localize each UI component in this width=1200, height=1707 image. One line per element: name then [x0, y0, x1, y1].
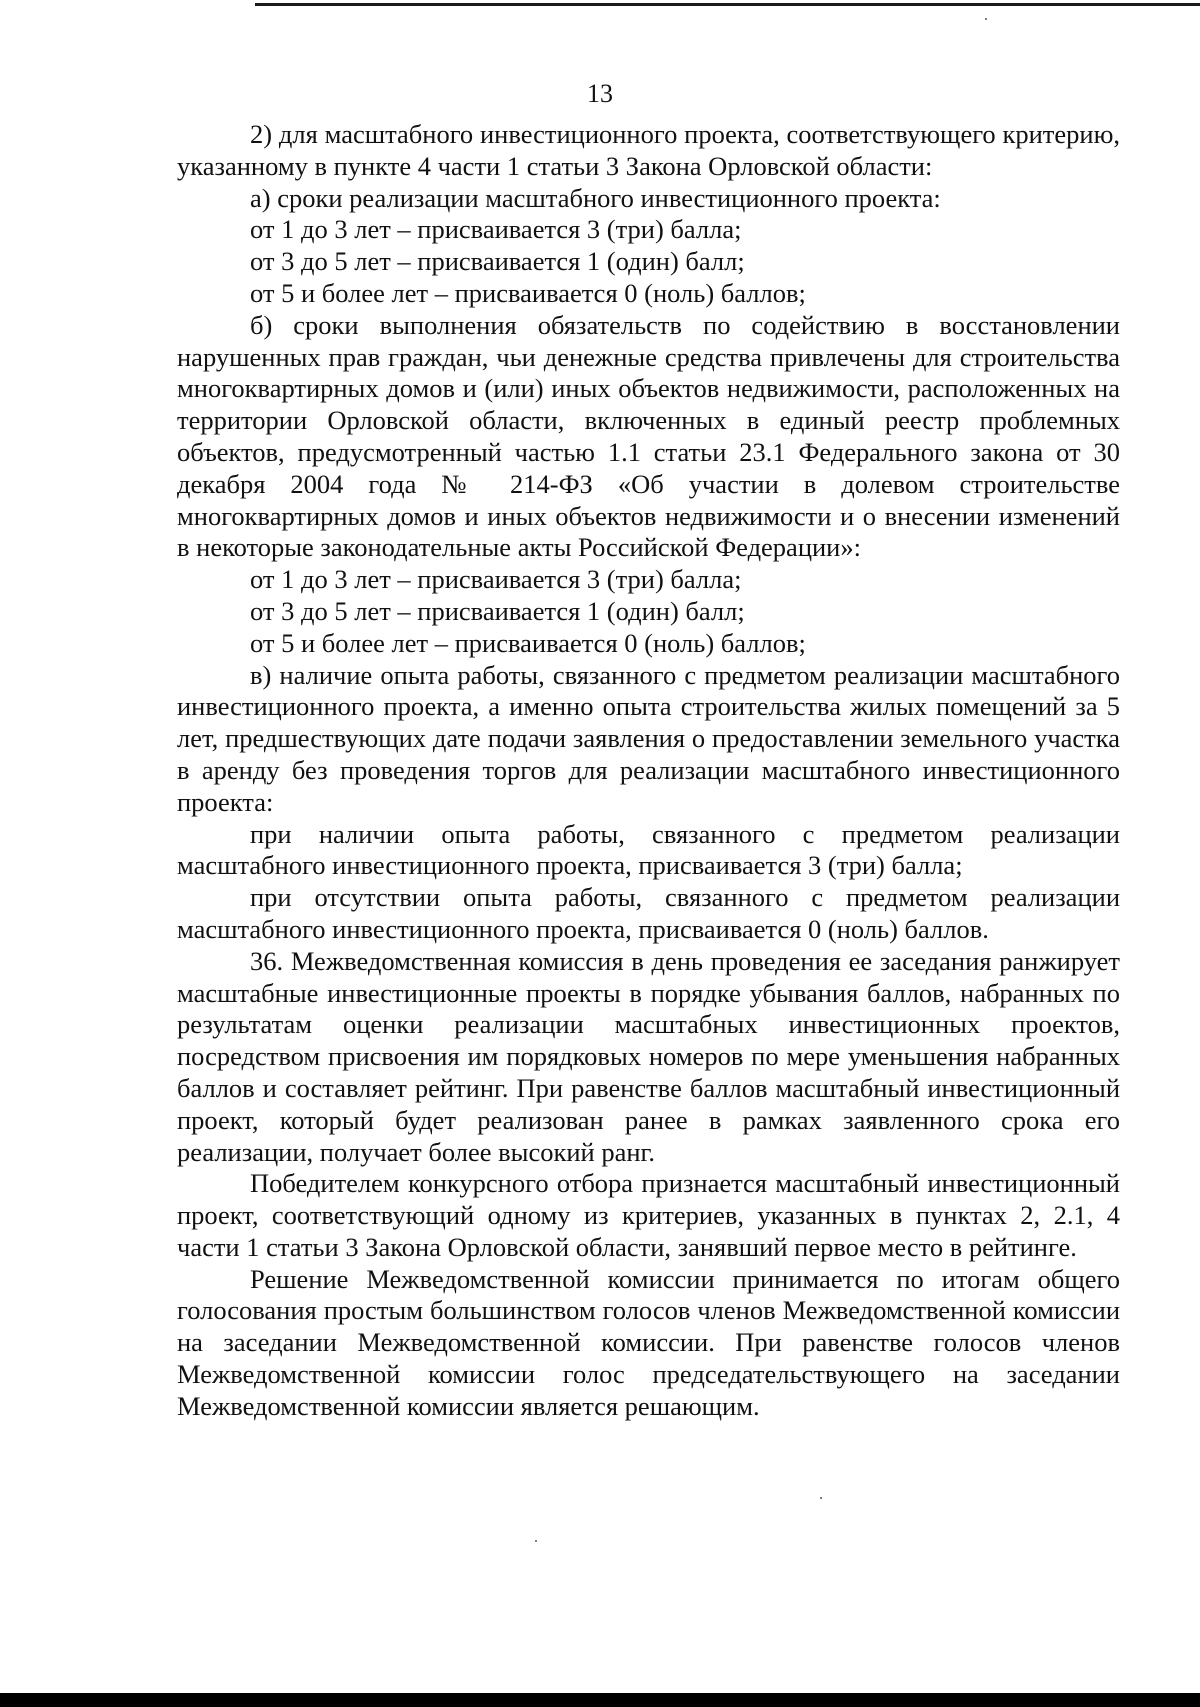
- paragraph-experience-absent: при отсутствии опыта работы, связанного с предметом реализации масштабного инвестиционного проекта, присваивается 0 (ноль) баллов.: [177, 882, 1120, 944]
- paragraph-item-2: 2) для масштабного инвестиционного проекта, соответствующего критерию, указанному в пункте 4 части 1 статьи 3 Закона Орловской области:: [177, 119, 1120, 181]
- scan-speck: [535, 1540, 537, 1542]
- paragraph-winner: Победителем конкурсного отбора признается масштабный инвестиционный проект, соответствующий одному из критериев, указанных в пунктах 2, 2.1, 4 части 1 статьи 3 Закона Орловской области, занявший первое место в рейтинге.: [177, 1168, 1120, 1262]
- paragraph-score-line: от 1 до 3 лет – присваивается 3 (три) балла;: [250, 214, 742, 245]
- paragraph-score-line: от 3 до 5 лет – присваивается 1 (один) балл;: [250, 595, 745, 626]
- scan-speck: [985, 18, 987, 20]
- paragraph-subitem-a: а) сроки реализации масштабного инвестиционного проекта:: [250, 182, 941, 213]
- paragraph-subitem-b: б) сроки выполнения обязательств по содействию в восстановлении нарушенных прав граждан, чьи денежные средства привлечены для строительства многоквартирных домов и (или) иных объектов недвижимости, расположенных на территории Орловской области, включенных в единый реестр проблемных объектов, предусмотренный частью 1.1 статьи 23.1 Федерального закона от 30 декабря 2004 года № 214-ФЗ «Об участии в долевом строительстве многоквартирных домов и иных объектов недвижимости и о внесении изменений в некоторые законодательные акты Российской Федерации»:: [177, 309, 1120, 563]
- paragraph-score-line: от 1 до 3 лет – присваивается 3 (три) балла;: [250, 564, 742, 595]
- paragraph-score-line: от 5 и более лет – присваивается 0 (ноль) баллов;: [250, 277, 806, 308]
- paragraph-score-line: от 5 и более лет – присваивается 0 (ноль) баллов;: [250, 627, 806, 658]
- paragraph-experience-present: при наличии опыта работы, связанного с предметом реализации масштабного инвестиционного проекта, присваивается 3 (три) балла;: [177, 818, 1120, 881]
- scan-speck: [820, 1497, 822, 1499]
- paragraph-decision: Решение Межведомственной комиссии принимается по итогам общего голосования простым большинством голосов членов Межведомственной комиссии на заседании Межведомственной комиссии. При равенстве голосов членов Межведомственной комиссии голос председательствующего на заседании Межведомственной комиссии является решающим.: [177, 1263, 1120, 1421]
- scan-bottom-edge: [0, 1693, 1200, 1707]
- paragraph-subitem-v: в) наличие опыта работы, связанного с предметом реализации масштабного инвестиционного проекта, а именно опыта строительства жилых помещений за 5 лет, предшествующих дате подачи заявления о предоставлении земельного участка в аренду без проведения торгов для реализации масштабного инвестиционного проекта:: [177, 659, 1120, 817]
- page-number: 13: [587, 79, 613, 108]
- paragraph-score-line: от 3 до 5 лет – присваивается 1 (один) балл;: [250, 246, 745, 277]
- paragraph-clause-36: 36. Межведомственная комиссия в день проведения ее заседания ранжирует масштабные инвестиционные проекты в порядке убывания баллов, набранных по результатам оценки реализации масштабных инвестиционных проектов, посредством присвоения им порядковых номеров по мере уменьшения набранных баллов и составляет рейтинг. При равенстве баллов масштабный инвестиционный проект, который будет реализован ранее в рамках заявленного срока его реализации, получает более высокий ранг.: [177, 945, 1120, 1167]
- document-body: [177, 119, 1120, 1423]
- scan-top-edge: [255, 3, 1200, 6]
